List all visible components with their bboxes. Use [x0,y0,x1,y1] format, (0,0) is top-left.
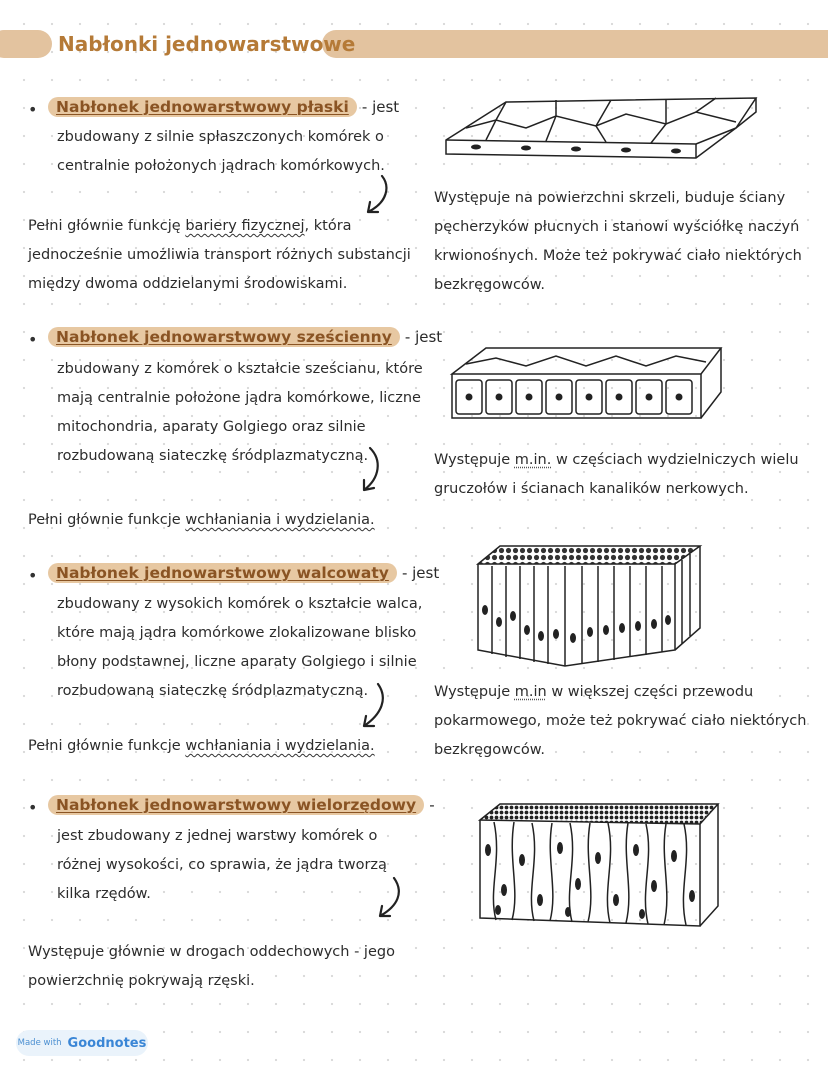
section-3-heading: Nabłonek jednowarstwowy walcowaty [48,563,397,583]
occurrence-first-rest: w częściach wydzielniczych wielu [551,452,799,468]
section-4-heading: Nabłonek jednowarstwowy wielorzędowy [48,795,424,815]
section-1-description [57,123,385,181]
section-2-function [28,506,375,535]
function-underlined: wchłaniania i wydzielania. [185,738,375,754]
text-line: powierzchnię pokrywają rzęski. [28,973,255,989]
section-1-occurrence [434,184,802,300]
function-underlined: wchłaniania i wydzielania. [185,512,375,528]
text-line: błony podstawnej, liczne aparaty Golgiego i silnie [57,654,417,670]
text-line: Występuje na powierzchni skrzeli, buduje ściany [434,190,786,206]
section-4-dash: - [429,796,435,814]
bullet-2: • [28,330,38,349]
text-line: między dwoma oddzielanymi środowiskami. [28,276,348,292]
section-3-heading-row [48,563,439,583]
text-line: jednocześnie umożliwia transport różnych substancji [28,247,411,263]
bullet-3: • [28,566,38,585]
section-1-heading: Nabłonek jednowarstwowy płaski [48,97,357,117]
text-line: mitochondria, aparaty Golgiego oraz silnie [57,419,366,435]
occurrence-mark: m.in. [514,452,552,468]
text-line: jest zbudowany z jednej warstwy komórek o [57,828,378,844]
text-line: bezkręgowców. [434,742,545,758]
occurrence-first-rest: w większej części przewodu [546,684,754,700]
text-line: bezkręgowców. [434,277,545,293]
bullet-4: • [28,798,38,817]
text-line: zbudowany z silnie spłaszczonych komórek o [57,129,384,145]
columnar-epithelium-illustration [470,540,710,670]
occurrence-pre: Występuje [434,684,515,700]
text-line: zbudowany z wysokich komórek o kształcie walca, [57,596,423,612]
text-line: Występuje głównie w drogach oddechowych - jego [28,944,395,960]
bullet-1: • [28,100,38,119]
text-line: krwionośnych. Może też pokrywać ciało niektórych [434,248,802,264]
occurrence-pre: Występuje [434,452,515,468]
badge-small-text: Made with [17,1038,62,1048]
occurrence-mark: m.in [514,684,547,700]
section-2-heading-row [48,327,442,347]
section-3-dash: - jest [401,564,440,582]
squamous-epithelium-illustration [436,92,766,172]
function-lead: Pełni głównie funkcje [28,738,186,754]
function-lead: Pełni głównie funkcję [28,218,186,234]
text-line: kilka rzędów. [57,886,151,902]
text-line: mają centralnie położone jądra komórkowe, liczne [57,390,421,406]
function-rest: , która [304,218,352,234]
arrow-down-left-icon [356,444,392,496]
function-lead: Pełni głównie funkcje [28,512,186,528]
text-line: rozbudowaną siateczkę śródplazmatyczną. [57,448,369,464]
section-2-dash: - jest [404,328,443,346]
section-2-occurrence [434,446,799,504]
text-line: zbudowany z komórek o kształcie sześcianu, które [57,361,423,377]
section-3-function [28,732,375,761]
section-4-heading-row [48,795,435,815]
text-line: pęcherzyków płucnych i stanowi wyściółkę naczyń [434,219,800,235]
text-line: pokarmowego, może też pokrywać ciało niektórych [434,713,807,729]
pseudostratified-epithelium-illustration [474,800,724,935]
arrow-down-left-icon [356,680,392,732]
title-bar-left [0,30,52,58]
badge-brand-text: Goodnotes [67,1035,147,1051]
section-4-description [57,822,387,909]
text-line: różnej wysokości, co sprawia, że jądra tworzą [57,857,387,873]
arrow-down-left-icon [372,874,408,924]
text-line: które mają jądra komórkowe zlokalizowane blisko [57,625,417,641]
cuboidal-epithelium-illustration [446,344,726,424]
page-title: Nabłonki jednowarstwowe [58,32,356,56]
section-4-occurrence [28,938,395,996]
section-1-function [28,212,411,299]
section-2-heading: Nabłonek jednowarstwowy sześcienny [48,327,400,347]
title-bar-right [322,30,828,58]
text-line: gruczołów i ścianach kanalików nerkowych. [434,481,749,497]
function-underlined: bariery fizycznej [185,218,305,234]
text-line: centralnie położonych jądrach komórkowych. [57,158,385,174]
section-1-dash: - jest [361,98,400,116]
section-1-heading-row [48,97,399,117]
section-3-occurrence [434,678,806,765]
text-line: rozbudowaną siateczkę śródplazmatyczną. [57,683,369,699]
made-with-goodnotes-badge [16,1030,148,1056]
